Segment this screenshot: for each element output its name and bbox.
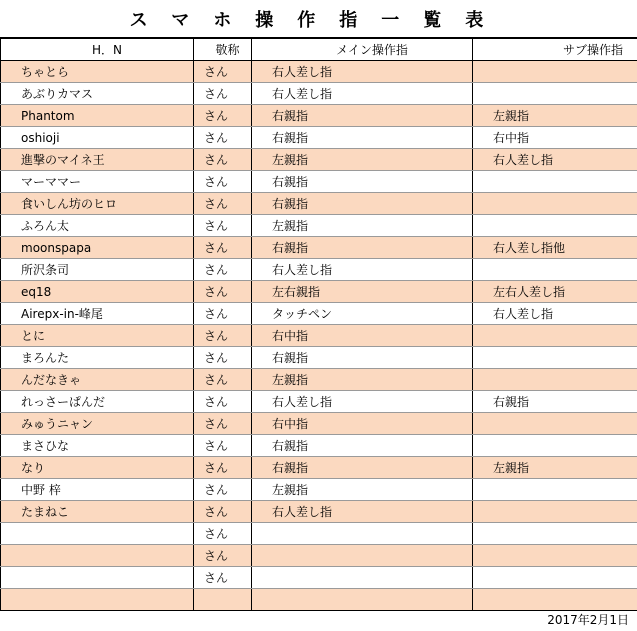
cell-honorific[interactable]: さん (194, 501, 252, 523)
cell-main-finger[interactable] (252, 523, 473, 545)
table-row (1, 83, 637, 105)
cell-main-finger[interactable]: 左親指 (252, 369, 473, 391)
cell-name[interactable]: んだなきゃ (1, 369, 194, 391)
cell-sub-finger[interactable] (473, 413, 637, 435)
table-row (1, 303, 637, 325)
cell-honorific[interactable]: さん (194, 457, 252, 479)
cell-sub-finger[interactable] (473, 567, 637, 589)
cell-honorific[interactable]: さん (194, 193, 252, 215)
cell-sub-finger[interactable] (473, 545, 637, 567)
date-label: 2017年2月1日 (547, 613, 629, 627)
cell-honorific[interactable]: さん (194, 281, 252, 303)
cell-sub-finger[interactable] (473, 589, 637, 611)
cell-name[interactable] (1, 523, 194, 545)
table-row (1, 281, 637, 303)
cell-honorific[interactable]: さん (194, 149, 252, 171)
cell-main-finger[interactable]: 左親指 (252, 215, 473, 237)
cell-honorific[interactable]: さん (194, 127, 252, 149)
table-row (1, 479, 637, 501)
table-row (1, 61, 637, 83)
table-row (1, 193, 637, 215)
cell-name[interactable]: なり (1, 457, 194, 479)
table-header-row (1, 38, 637, 61)
cell-name[interactable]: oshioji (1, 127, 194, 149)
cell-honorific[interactable]: さん (194, 391, 252, 413)
cell-honorific[interactable]: さん (194, 413, 252, 435)
cell-honorific[interactable]: さん (194, 347, 252, 369)
cell-main-finger[interactable]: 右親指 (252, 435, 473, 457)
table-row (1, 127, 637, 149)
table-row (1, 391, 637, 413)
cell-main-finger[interactable]: 右親指 (252, 237, 473, 259)
cell-name[interactable]: 所沢条司 (1, 259, 194, 281)
table-row (1, 435, 637, 457)
cell-main-finger[interactable]: 左親指 (252, 479, 473, 501)
cell-name[interactable]: とに (1, 325, 194, 347)
table-row (1, 501, 637, 523)
cell-sub-finger[interactable] (473, 193, 637, 215)
cell-name[interactable]: たまねこ (1, 501, 194, 523)
cell-name[interactable]: 中野 梓 (1, 479, 194, 501)
table-row (1, 325, 637, 347)
cell-main-finger[interactable]: 左右親指 (252, 281, 473, 303)
finger-table (0, 37, 637, 611)
cell-honorific[interactable]: さん (194, 83, 252, 105)
cell-name[interactable]: Airepx-in-峰尾 (1, 303, 194, 325)
cell-main-finger[interactable] (252, 545, 473, 567)
cell-honorific[interactable]: さん (194, 171, 252, 193)
table-row (1, 523, 637, 545)
table-row (1, 545, 637, 567)
cell-sub-finger[interactable]: 右人差し指 (473, 303, 637, 325)
cell-main-finger[interactable]: 左親指 (252, 149, 473, 171)
cell-name[interactable]: moonspapa (1, 237, 194, 259)
cell-sub-finger[interactable] (473, 523, 637, 545)
cell-name[interactable]: 進撃のマイネ王 (1, 149, 194, 171)
cell-name[interactable] (1, 545, 194, 567)
cell-main-finger[interactable]: 右親指 (252, 171, 473, 193)
cell-name[interactable]: マーママー (1, 171, 194, 193)
cell-name[interactable]: eq18 (1, 281, 194, 303)
cell-main-finger[interactable]: 右人差し指 (252, 391, 473, 413)
cell-main-finger[interactable]: 右人差し指 (252, 259, 473, 281)
cell-honorific[interactable]: さん (194, 369, 252, 391)
sheet-title: スマホ操作指一覧表 (129, 10, 508, 31)
cell-main-finger[interactable]: 右人差し指 (252, 61, 473, 83)
cell-name[interactable]: みゅうニャン (1, 413, 194, 435)
cell-honorific[interactable]: さん (194, 479, 252, 501)
cell-main-finger[interactable]: 右中指 (252, 325, 473, 347)
cell-main-finger[interactable] (252, 589, 473, 611)
cell-sub-finger[interactable] (473, 479, 637, 501)
cell-name[interactable]: あぶりカマス (1, 83, 194, 105)
table-row (1, 457, 637, 479)
cell-sub-finger[interactable]: 右人差し指他 (473, 237, 637, 259)
cell-name[interactable]: Phantom (1, 105, 194, 127)
table-row (1, 589, 637, 611)
cell-sub-finger[interactable]: 左右人差し指 (473, 281, 637, 303)
header-honorific[interactable]: 敬称 (194, 38, 252, 61)
table-row (1, 413, 637, 435)
cell-main-finger[interactable]: 右親指 (252, 457, 473, 479)
cell-honorific[interactable]: さん (194, 105, 252, 127)
table-row (1, 259, 637, 281)
table-row (1, 567, 637, 589)
cell-name[interactable]: れっさーぱんだ (1, 391, 194, 413)
header-sub-finger[interactable]: サブ操作指 (473, 38, 637, 61)
cell-main-finger[interactable] (252, 567, 473, 589)
cell-main-finger[interactable]: タッチペン (252, 303, 473, 325)
cell-sub-finger[interactable] (473, 83, 637, 105)
cell-honorific[interactable]: さん (194, 215, 252, 237)
cell-main-finger[interactable]: 右親指 (252, 127, 473, 149)
cell-main-finger[interactable]: 右親指 (252, 193, 473, 215)
cell-sub-finger[interactable] (473, 215, 637, 237)
cell-honorific[interactable]: さん (194, 435, 252, 457)
cell-sub-finger[interactable]: 左親指 (473, 105, 637, 127)
table-row (1, 237, 637, 259)
cell-honorific[interactable]: さん (194, 523, 252, 545)
cell-main-finger[interactable]: 右親指 (252, 105, 473, 127)
cell-sub-finger[interactable]: 右人差し指 (473, 149, 637, 171)
cell-main-finger[interactable]: 右人差し指 (252, 83, 473, 105)
table-row (1, 105, 637, 127)
cell-honorific[interactable]: さん (194, 303, 252, 325)
cell-name[interactable]: ちゃとら (1, 61, 194, 83)
cell-name[interactable]: ふろん太 (1, 215, 194, 237)
cell-name[interactable] (1, 567, 194, 589)
cell-main-finger[interactable]: 右中指 (252, 413, 473, 435)
cell-honorific[interactable]: さん (194, 237, 252, 259)
cell-honorific[interactable]: さん (194, 61, 252, 83)
cell-sub-finger[interactable] (473, 501, 637, 523)
table-row (1, 369, 637, 391)
cell-honorific[interactable]: さん (194, 325, 252, 347)
cell-honorific[interactable]: さん (194, 545, 252, 567)
header-main-finger[interactable]: メイン操作指 (252, 38, 473, 61)
cell-sub-finger[interactable] (473, 259, 637, 281)
cell-honorific[interactable]: さん (194, 567, 252, 589)
cell-honorific[interactable]: さん (194, 259, 252, 281)
cell-sub-finger[interactable]: 左親指 (473, 457, 637, 479)
cell-main-finger[interactable]: 右人差し指 (252, 501, 473, 523)
cell-honorific[interactable] (194, 589, 252, 611)
cell-sub-finger[interactable]: 右中指 (473, 127, 637, 149)
cell-sub-finger[interactable] (473, 325, 637, 347)
table-row (1, 171, 637, 193)
cell-sub-finger[interactable] (473, 61, 637, 83)
cell-name[interactable]: 食いしん坊のヒロ (1, 193, 194, 215)
table-row (1, 347, 637, 369)
cell-name[interactable]: まろんた (1, 347, 194, 369)
cell-sub-finger[interactable]: 右親指 (473, 391, 637, 413)
cell-name[interactable] (1, 589, 194, 611)
table-row (1, 149, 637, 171)
table-row (1, 215, 637, 237)
cell-sub-finger[interactable] (473, 435, 637, 457)
cell-name[interactable]: まさひな (1, 435, 194, 457)
cell-sub-finger[interactable] (473, 347, 637, 369)
cell-sub-finger[interactable] (473, 369, 637, 391)
cell-sub-finger[interactable] (473, 171, 637, 193)
cell-main-finger[interactable]: 右親指 (252, 347, 473, 369)
header-name[interactable]: H．N (1, 38, 194, 61)
